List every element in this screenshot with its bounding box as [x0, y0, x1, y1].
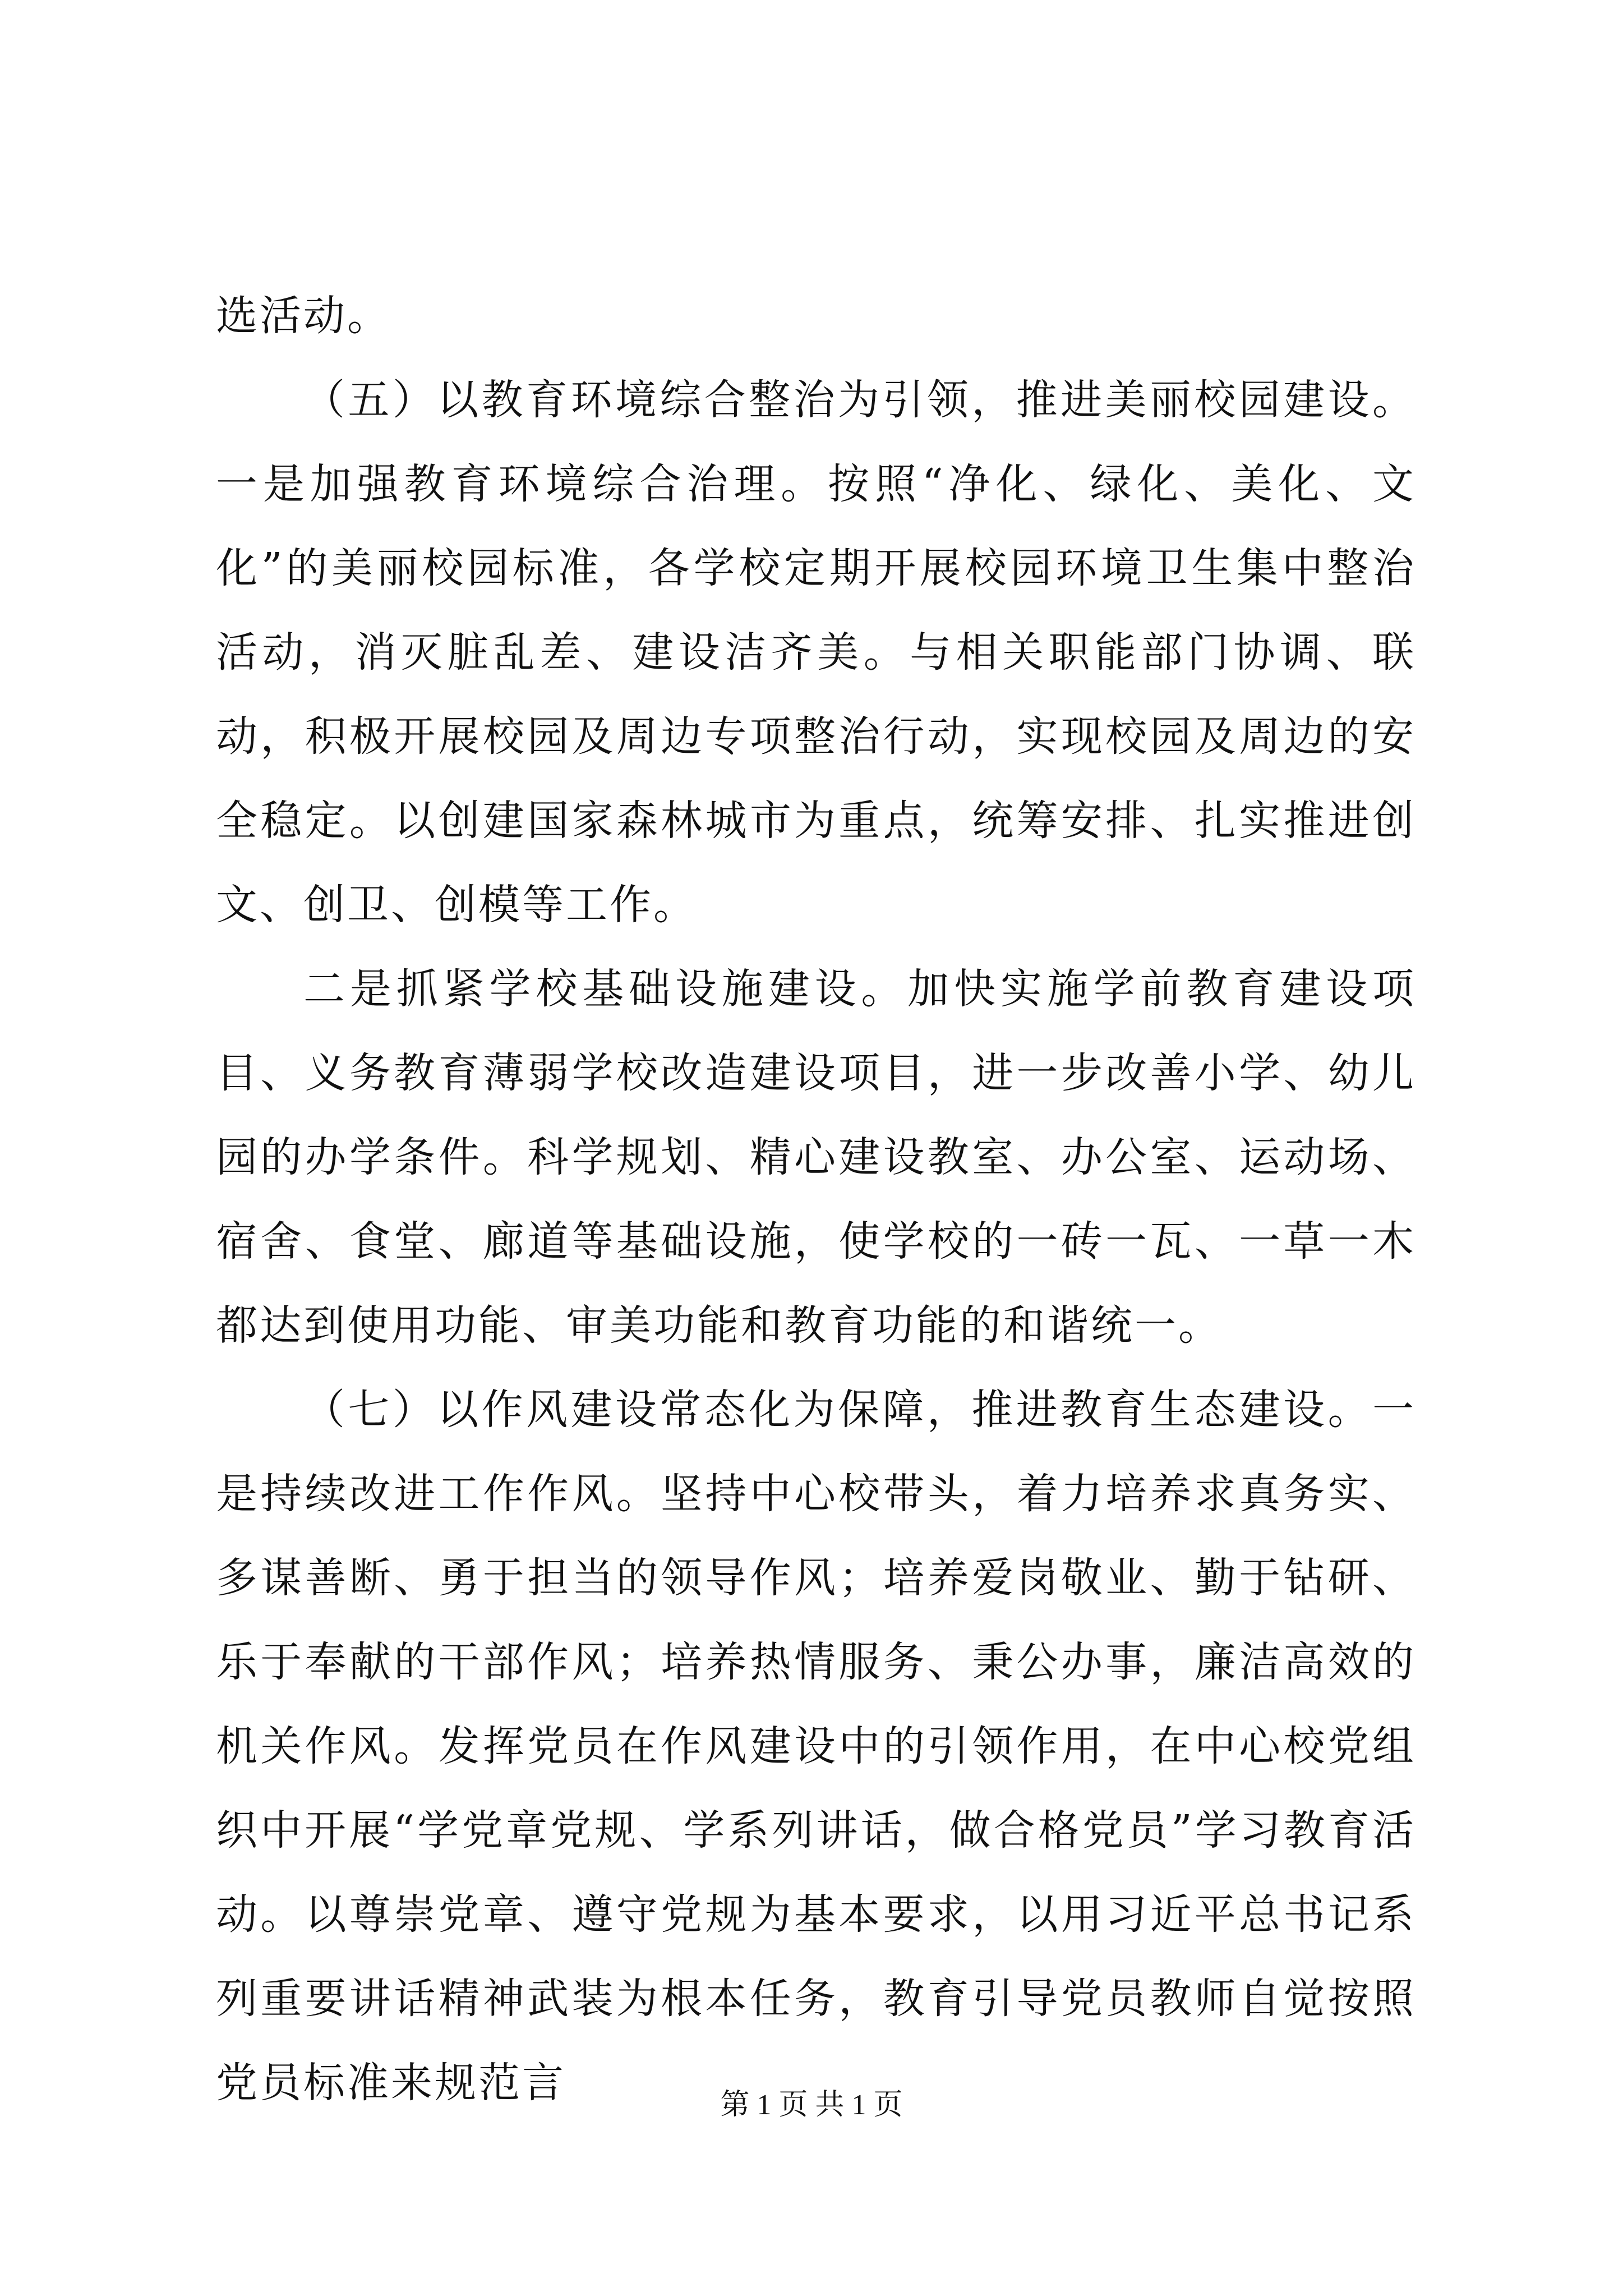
- paragraph-4: （七）以作风建设常态化为保障，推进教育生态建设。一是持续改进工作作风。坚持中心校带头，着力培养求真务实、多谋善断、勇于担当的领导作风；培养爱岗敬业、勤于钻研、乐于奉献的干部作风；培养热情服务、秉公办事，廉洁高效的机关作风。发挥党员在作风建设中的引领作用，在中心校党组织中开展“学党章党规、学系列讲话，做合格党员”学习教育活动。以尊崇党章、遵守党规为基本要求，以用习近平总书记系列重要讲话精神武装为根本任务，教育引导党员教师自觉按照党员标准来规范言: [216, 1386, 1416, 2107]
- paragraph-1: 选活动。: [216, 292, 391, 340]
- document-body: [216, 274, 1416, 2125]
- paragraph-2: （五）以教育环境综合整治为引领，推进美丽校园建设。一是加强教育环境综合治理。按照“净化、绿化、美化、文化”的美丽校园标准，各学校定期开展校园环境卫生集中整治活动，消灭脏乱差、建设洁齐美。与相关职能部门协调、联动，积极开展校园及周边专项整治行动，实现校园及周边的安全稳定。以创建国家森林城市为重点，统筹安排、扎实推进创文、创卫、创模等工作。: [216, 376, 1416, 929]
- paragraph-3: 二是抓紧学校基础设施建设。加快实施学前教育建设项目、义务教育薄弱学校改造建设项目，进一步改善小学、幼儿园的办学条件。科学规划、精心建设教室、办公室、运动场、宿舍、食堂、廊道等基础设施，使学校的一砖一瓦、一草一木都达到使用功能、审美功能和教育功能的和谐统一。: [216, 965, 1416, 1350]
- page-number-label: 第 1 页 共 1 页: [720, 2089, 903, 2121]
- page-footer: [0, 2086, 1623, 2125]
